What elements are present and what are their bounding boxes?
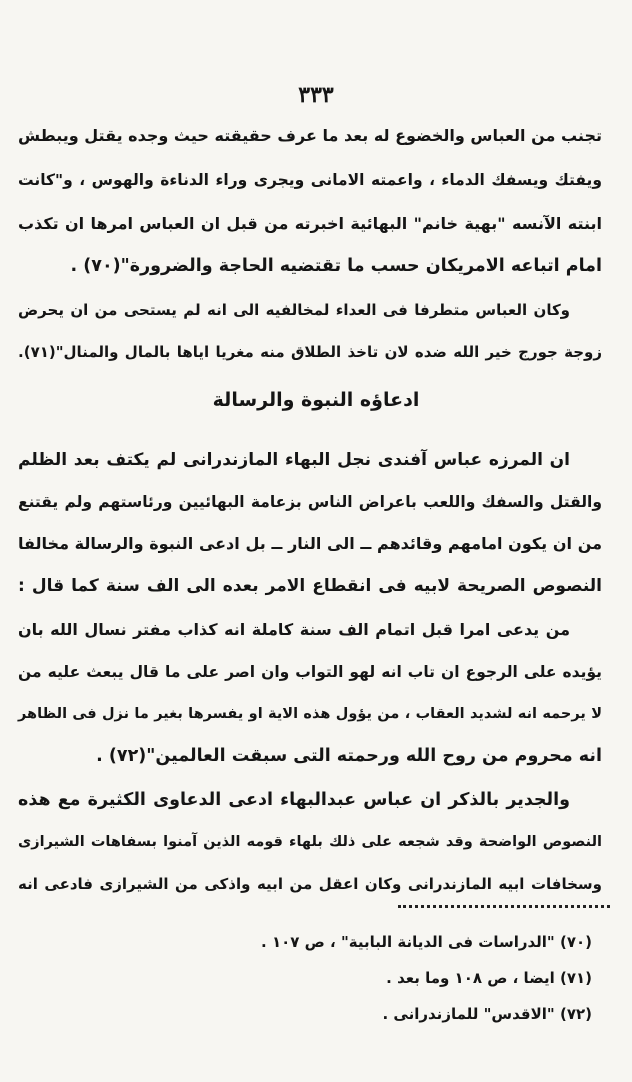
paragraph-3-line-3: من ان يكون امامهم وقائدهم ــ الى النار ــ بل ادعى النبوة والرسالة مخالفا bbox=[18, 534, 602, 553]
paragraph-3-line-4: النصوص الصريحة لابيه فى انقطاع الامر بعده الى الف سنة كما قال : bbox=[18, 576, 602, 596]
footnote-separator bbox=[398, 905, 610, 912]
paragraph-2-line-2: زوجة جورج خير الله ضده لان تاخذ الطلاق منه مغريا اياها بالمال والمنال"(٧١). bbox=[18, 343, 602, 361]
paragraph-3-line-1: ان المرزه عباس آفندى نجل البهاء المازندرانى لم يكتف بعد الظلم bbox=[18, 450, 570, 470]
paragraph-1-line-3: ابنته الآنسه "بهية خانم" البهائية اخبرته من قبل ان العباس امرها ان تكذب bbox=[18, 214, 602, 233]
paragraph-3-line-2: والقتل والسفك واللعب باعراض الناس بزعامة البهائيين ورئاستهم ولم يقتنع bbox=[18, 493, 602, 511]
paragraph-4-line-1: من يدعى امرا قبل اتمام الف سنة كاملة انه كذاب مفتر نسال الله بان bbox=[18, 620, 570, 639]
paragraph-4-line-2: يؤيده على الرجوع ان تاب انه لهو التواب وان اصر على ما قال يبعث عليه من bbox=[18, 663, 602, 681]
paragraph-2-line-1: وكان العباس متطرفا فى العداء لمخالفيه الى انه لم يستحى من ان يحرض bbox=[18, 301, 570, 319]
footnote-72: (٧٢) "الاقدس" للمازندرانى . bbox=[382, 1005, 592, 1023]
paragraph-5-line-3: وسخافات ابيه المازندرانى وكان اعقل من ابيه واذكى من الشيرازى فادعى انه bbox=[18, 875, 602, 893]
page-number: ٣٣٣ bbox=[298, 82, 334, 108]
paragraph-1-line-2: ويفتك ويسفك الدماء ، واعمته الامانى ويجرى وراء الدناءة والهوس ، و"كانت bbox=[18, 171, 602, 189]
footnote-71: (٧١) ايضا ، ص ١٠٨ وما بعد . bbox=[386, 969, 592, 987]
paragraph-4-line-3: لا يرحمه انه لشديد العقاب ، من يؤول هذه الاية او يفسرها بغير ما نزل فى الظاهر bbox=[18, 706, 602, 722]
paragraph-5-line-2: النصوص الواضحة وقد شجعه على ذلك بلهاء قومه الذين آمنوا بسفاهات الشيرازى bbox=[18, 834, 602, 850]
paragraph-1-line-4: امام اتباعه الامريكان حسب ما تقتضيه الحاجة والضرورة"(٧٠) . bbox=[70, 256, 602, 276]
footnote-70: (٧٠) "الدراسات فى الديانة البابية" ، ص ١٠٧ . bbox=[261, 933, 592, 951]
paragraph-5-line-1: والجدير بالذكر ان عباس عبدالبهاء ادعى الدعاوى الكثيرة مع هذه bbox=[18, 790, 570, 810]
paragraph-1-line-1: تجنب من العباس والخضوع له بعد ما عرف حقيقته حيث وجده يقتل ويبطش bbox=[18, 126, 602, 145]
paragraph-4-line-4: انه محروم من روح الله ورحمته التى سبقت العالمين"(٧٢) . bbox=[96, 746, 602, 766]
section-heading: ادعاؤه النبوة والرسالة bbox=[212, 389, 420, 411]
